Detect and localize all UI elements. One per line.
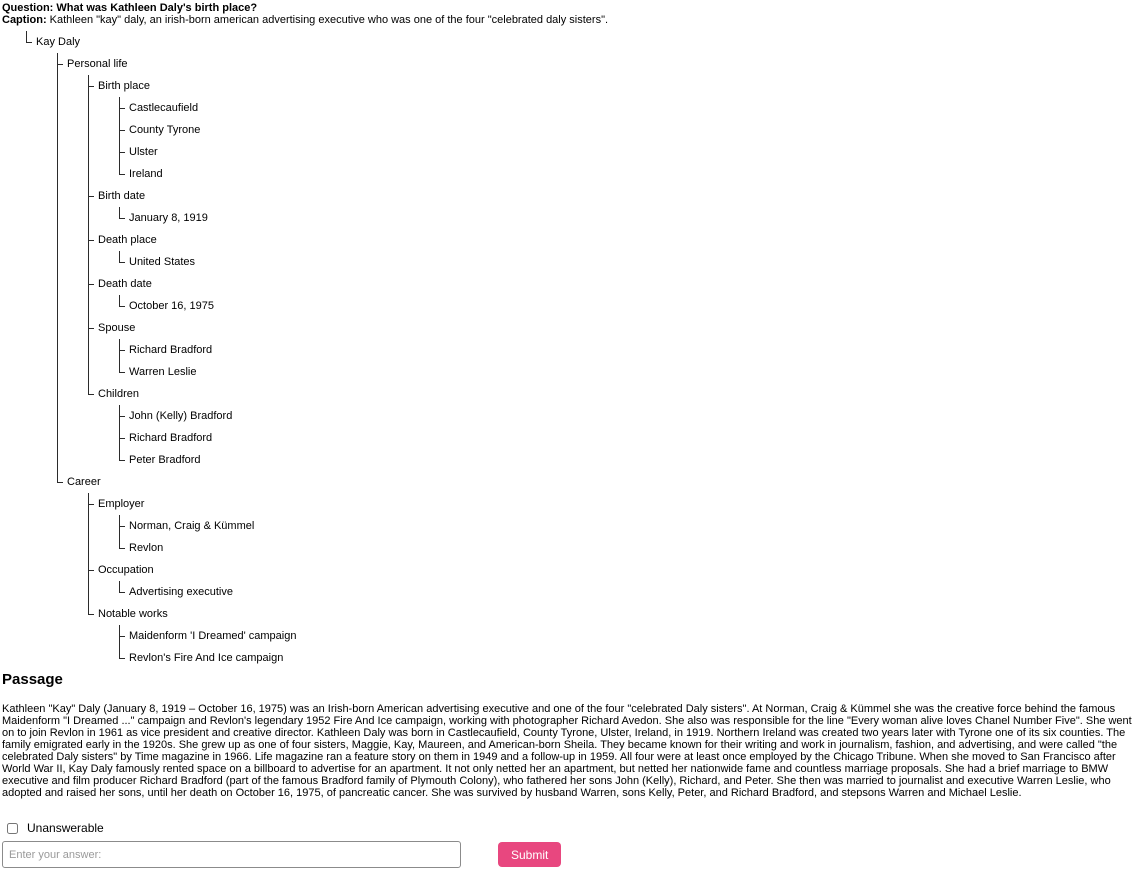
tree-node-label: Occupation [98, 564, 154, 576]
tree-node-label: Maidenform 'I Dreamed' campaign [129, 630, 297, 642]
tree-node [119, 97, 1138, 119]
tree-node [119, 427, 1138, 449]
tree-node [88, 383, 1138, 471]
tree-node-label: Advertising executive [129, 586, 233, 598]
tree-node-label: Ireland [129, 168, 163, 180]
tree-node-label: Career [67, 476, 101, 488]
tree-node [119, 119, 1138, 141]
caption-text: Kathleen "kay" daly, an irish-born american advertising executive who was one of the four "celebrated daly sisters". [49, 14, 609, 26]
tree-node-label: Peter Bradford [129, 454, 201, 466]
caption-line [2, 14, 1138, 26]
tree-node-label: Personal life [67, 58, 128, 70]
tree-node-label: October 16, 1975 [129, 300, 215, 312]
tree-node-label: Revlon [129, 542, 164, 554]
tree-node [57, 53, 1138, 471]
tree-node-label: Norman, Craig & Kümmel [129, 520, 255, 532]
tree-node [119, 647, 1138, 669]
tree-node-label: United States [129, 256, 196, 268]
tree-node [119, 207, 1138, 229]
tree-node-label: January 8, 1919 [129, 212, 208, 224]
tree-node-label: Revlon's Fire And Ice campaign [129, 652, 284, 664]
tree-node [119, 537, 1138, 559]
tree-node-label: Warren Leslie [129, 366, 197, 378]
qa-header [2, 2, 1138, 26]
entity-tree [2, 31, 1138, 669]
tree-node [88, 229, 1138, 273]
unanswerable-label: Unanswerable [27, 821, 104, 835]
question-line [2, 2, 1138, 14]
passage-text: Kathleen "Kay" Daly (January 8, 1919 – October 16, 1975) was an Irish-born American advertising executive and one of the four "celebrated Daly sisters". At Norman, Craig & Kümmel she was the creative force behind the famous Maidenform "I Dreamed ..." campaign and Revlon's legendary 1952 Fire And Ice campaign, working with photographer Richard Avedon. She also was responsible for the line "Every woman alive loves Chanel Number Five". She went on to join Revlon in 1961 as vice president and creative director. Kathleen Daly was born in Castlecaufield, County Tyrone, Ulster, Ireland, in 1919. Northern Ireland was created two years later with Tyrone one of its six counties. The family emigrated early in the 1920s. She grew up as one of four sisters, Maggie, Kay, Maureen, and American-born Sheila. They became known for their writing and work in journalism, fashion, and advertising, and were called "the celebrated Daly sisters" by Time magazine in 1966. Life magazine ran a feature story on them in 1949 and a follow-up in 1959. All four were at least once employed by the Chicago Tribune. When she moved to San Francisco after World War II, Kay Daly famously rented space on a billboard to advertise for an apartment. It not only netted her an apartment, but netted her nationwide fame and countless marriage proposals. She had a brief marriage to BMW executive and film producer Richard Bradford (part of the famous Bradford family of Plymouth Colony), who fathered her sons John (Kelly), Richard, and Peter. She then was married to journalist and executive Warren Leslie, who adopted and raised her sons, until her death on October 16, 1975, of pancreatic cancer. She was survived by husband Warren, sons Kelly, Peter, and Richard Bradford, and stepsons Warren and Michael Leslie. [2, 703, 1132, 799]
tree-node-label: County Tyrone [129, 124, 201, 136]
tree-node [88, 559, 1138, 603]
tree-node [119, 295, 1138, 317]
tree-node-label: Castlecaufield [129, 102, 199, 114]
answer-row [2, 841, 1138, 868]
tree-node-label: John (Kelly) Bradford [129, 410, 233, 422]
tree-node [119, 339, 1138, 361]
tree-node [57, 471, 1138, 669]
tree-node-label: Employer [98, 498, 145, 510]
tree-node-label: Death date [98, 278, 152, 290]
tree-node [88, 185, 1138, 229]
unanswerable-row[interactable] [2, 821, 104, 835]
passage-heading: Passage [2, 671, 63, 688]
tree-node-label: Richard Bradford [129, 432, 213, 444]
tree-node-label: Richard Bradford [129, 344, 213, 356]
tree-node-label: Birth date [98, 190, 146, 202]
tree-node-label: Notable works [98, 608, 168, 620]
tree-node [119, 581, 1138, 603]
submit-button[interactable]: Submit [498, 842, 561, 867]
tree-node [119, 515, 1138, 537]
tree-node-label: Kay Daly [36, 36, 81, 48]
tree-node-label: Ulster [129, 146, 158, 158]
tree-node [119, 405, 1138, 427]
tree-node [88, 493, 1138, 559]
tree-node [119, 449, 1138, 471]
tree-node [88, 317, 1138, 383]
caption-label: Caption: [2, 14, 47, 26]
tree-node [119, 163, 1138, 185]
tree-node [88, 273, 1138, 317]
tree-node [88, 603, 1138, 669]
tree-node-label: Children [98, 388, 139, 400]
question-label: Question: [2, 2, 54, 14]
tree-node [26, 31, 1138, 669]
tree-node [119, 251, 1138, 273]
tree-node-label: Spouse [98, 322, 136, 334]
tree-node [119, 625, 1138, 647]
tree-node [119, 361, 1138, 383]
question-text: What was Kathleen Daly's birth place? [56, 2, 258, 14]
unanswerable-checkbox[interactable] [7, 823, 18, 834]
tree-node-label: Death place [98, 234, 157, 246]
answer-input[interactable] [2, 841, 461, 868]
tree-node [88, 75, 1138, 185]
tree-node-label: Birth place [98, 80, 150, 92]
tree-node [119, 141, 1138, 163]
